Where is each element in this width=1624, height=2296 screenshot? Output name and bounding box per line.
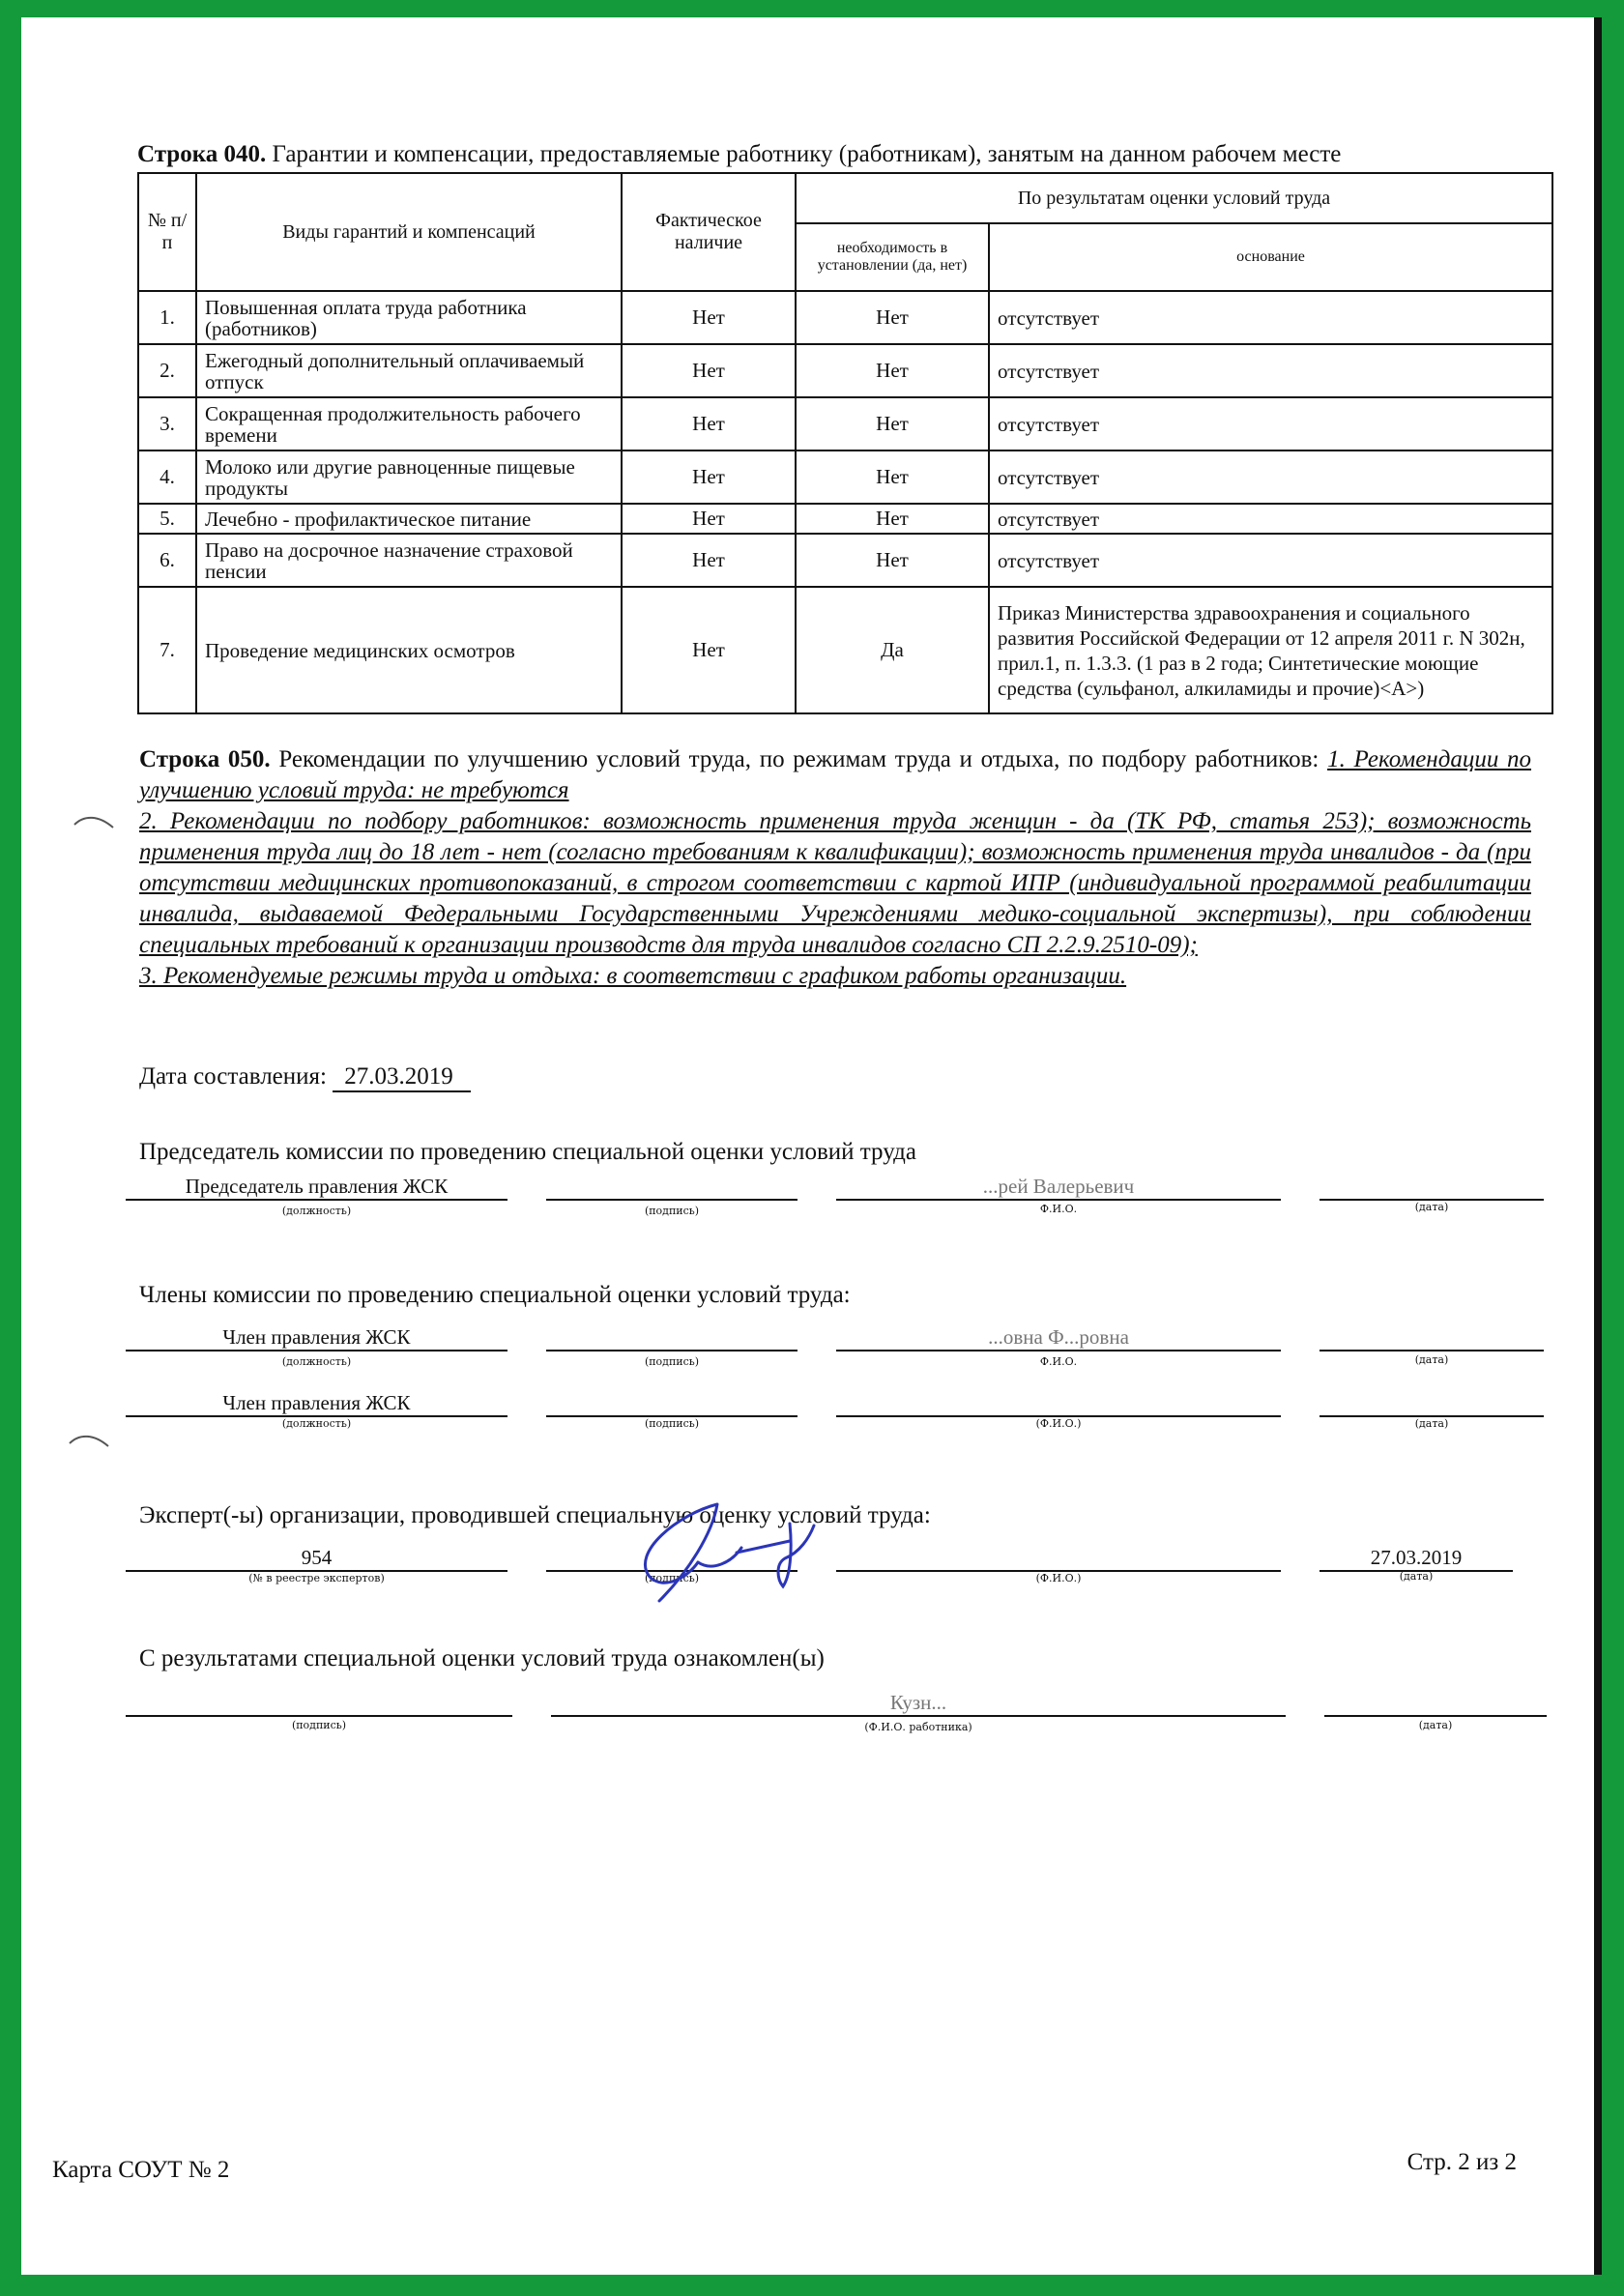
chairman-date-label: (дата) [1414, 1201, 1449, 1213]
chairman-position-label: (должность) [281, 1205, 352, 1217]
expert-name-line [836, 1545, 1281, 1572]
section-050-intro: Рекомендации по улучшению условий труда, по режимам труда и отдыха, по подбору работников: [278, 746, 1320, 772]
row-type: Лечебно - профилактическое питание [196, 504, 622, 534]
row-necessity: Нет [796, 534, 989, 587]
header-actual: Фактическое наличие [622, 173, 796, 291]
member-date-line [1320, 1324, 1544, 1351]
chairman-name-label: Ф.И.О. [1039, 1203, 1078, 1215]
scan-mark [70, 810, 118, 839]
section-040-label: Строка 040. [137, 141, 267, 167]
member-name-label: (Ф.И.О.) [1035, 1417, 1082, 1430]
member-name-label: Ф.И.О. [1039, 1355, 1078, 1368]
row-necessity: Нет [796, 397, 989, 450]
compilation-date-value: 27.03.2019 [333, 1063, 471, 1092]
expert-signature-label: (подпись) [644, 1572, 700, 1584]
acquainted-name: Кузн... [551, 1690, 1286, 1717]
header-basis: основание [989, 223, 1552, 291]
handwritten-signature [621, 1495, 843, 1620]
expert-date-label: (дата) [1399, 1570, 1434, 1583]
row-number: 1. [138, 291, 196, 344]
chairman-signature-line [546, 1174, 798, 1201]
member-position-label: (должность) [281, 1417, 352, 1430]
row-number: 5. [138, 504, 196, 534]
row-basis: отсутствует [989, 534, 1552, 587]
acquainted-caption: С результатами специальной оценки условий труда ознакомлен(ы) [139, 1645, 825, 1671]
chairman-caption: Председатель комиссии по проведению специальной оценки условий труда [139, 1139, 916, 1165]
row-type: Ежегодный дополнительный оплачиваемый отпуск [196, 344, 622, 397]
row-actual: Нет [622, 504, 796, 534]
member-signature-line [546, 1324, 798, 1351]
document-page [21, 17, 1602, 2275]
row-basis: Приказ Министерства здравоохранения и социального развития Российской Федерации от 12 апреля 2011 г. N 302н, прил.1, п. 1.3.3. (1 раз в 2 года; Синтетические моющие средства (сульфанол, алкиламиды и прочие)<A>) [989, 587, 1552, 713]
chairman-signature-row [126, 1174, 1554, 1217]
guarantees-table [137, 172, 1553, 714]
member-name [836, 1390, 1281, 1417]
row-number: 3. [138, 397, 196, 450]
members-caption: Члены комиссии по проведению специальной оценки условий труда: [139, 1282, 851, 1308]
member-signature-row [126, 1390, 1554, 1429]
acquainted-signature-line [126, 1690, 512, 1717]
footer-page-number: Стр. 2 из 2 [1406, 2149, 1517, 2175]
row-basis: отсутствует [989, 344, 1552, 397]
row-number: 2. [138, 344, 196, 397]
acquainted-signature-row [126, 1690, 1554, 1733]
table-row [138, 534, 1552, 587]
member-name: ...овна Ф...ровна [836, 1324, 1281, 1351]
row-actual: Нет [622, 344, 796, 397]
row-actual: Нет [622, 450, 796, 504]
header-assessment-group: По результатам оценки условий труда [796, 173, 1552, 223]
table-row [138, 344, 1552, 397]
row-basis: отсутствует [989, 450, 1552, 504]
experts-caption: Эксперт(-ы) организации, проводившей специальную оценку условий труда: [139, 1502, 931, 1528]
table-row [138, 397, 1552, 450]
member-position-label: (должность) [281, 1355, 352, 1368]
row-type: Право на досрочное назначение страховой пенсии [196, 534, 622, 587]
compilation-date-label: Дата составления: [139, 1063, 327, 1090]
header-number: № п/п [138, 173, 196, 291]
row-number: 6. [138, 534, 196, 587]
scan-mark [65, 1429, 113, 1458]
table-row [138, 291, 1552, 344]
acquainted-date-label: (дата) [1418, 1719, 1453, 1731]
row-necessity: Нет [796, 504, 989, 534]
row-necessity: Да [796, 587, 989, 713]
section-040-title: Гарантии и компенсации, предоставляемые работнику (работникам), занятым на данном рабочем месте [272, 141, 1342, 167]
header-type: Виды гарантий и компенсаций [196, 173, 622, 291]
row-actual: Нет [622, 291, 796, 344]
row-basis: отсутствует [989, 397, 1552, 450]
expert-registry-number: 954 [126, 1545, 508, 1572]
member-position: Член правления ЖСК [126, 1390, 508, 1417]
chairman-date-line [1320, 1174, 1544, 1201]
acquainted-date-line [1324, 1690, 1547, 1717]
recommendation-2: 2. Рекомендации по подбору работников: возможность применения труда женщин - да (ТК РФ, статья 253); возможность применения труда лиц до 18 лет - нет (согласно требованиям к квалификации); возможность применения труда инвалидов - да (при отсутствии медицинских противопоказаний, в строгом соответствии с картой ИПР (индивидуальной программой реабилитации инвалида, выдаваемой Федеральными Государственными Учреждениями медико-социальной экспертизы), при соблюдении специальных требований к организации производств для труда инвалидов согласно СП 2.2.9.2510-09); [139, 808, 1531, 958]
compilation-date [139, 1063, 471, 1092]
chairman-name: ...рей Валерьевич [836, 1174, 1281, 1201]
row-type: Молоко или другие равноценные пищевые продукты [196, 450, 622, 504]
table-row [138, 504, 1552, 534]
row-basis: отсутствует [989, 291, 1552, 344]
recommendation-3: 3. Рекомендуемые режимы труда и отдыха: в соответствии с графиком работы организации. [139, 963, 1127, 989]
expert-date: 27.03.2019 [1320, 1545, 1513, 1572]
expert-name-label: (Ф.И.О.) [1035, 1572, 1082, 1584]
section-050 [139, 744, 1531, 992]
chairman-position: Председатель правления ЖСК [126, 1174, 508, 1201]
row-necessity: Нет [796, 450, 989, 504]
footer-card-number: Карта СОУТ № 2 [52, 2157, 230, 2183]
member-signature-label: (подпись) [644, 1355, 700, 1368]
row-actual: Нет [622, 534, 796, 587]
row-number: 7. [138, 587, 196, 713]
header-necessity: необходимость в установлении (да, нет) [796, 223, 989, 291]
member-date-label: (дата) [1414, 1417, 1449, 1430]
row-actual: Нет [622, 397, 796, 450]
row-basis: отсутствует [989, 504, 1552, 534]
section-050-label: Строка 050. [139, 746, 271, 772]
section-040-heading [137, 141, 1558, 168]
member-signature-row [126, 1324, 1554, 1368]
acquainted-name-label: (Ф.И.О. работника) [864, 1721, 972, 1733]
table-row [138, 450, 1552, 504]
signature-stroke [645, 1504, 814, 1601]
acquainted-signature-label: (подпись) [291, 1719, 347, 1731]
row-type: Проведение медицинских осмотров [196, 587, 622, 713]
table-row [138, 587, 1552, 713]
member-date-line [1320, 1390, 1544, 1417]
table-header-row [138, 173, 1552, 223]
chairman-signature-label: (подпись) [644, 1205, 700, 1217]
row-number: 4. [138, 450, 196, 504]
recommendation-1: 1. Рекомендации по улучшению условий труда: не требуются [139, 746, 1532, 803]
row-type: Сокращенная продолжительность рабочего времени [196, 397, 622, 450]
member-signature-line [546, 1390, 798, 1417]
row-necessity: Нет [796, 344, 989, 397]
row-actual: Нет [622, 587, 796, 713]
member-position: Член правления ЖСК [126, 1324, 508, 1351]
row-necessity: Нет [796, 291, 989, 344]
member-signature-label: (подпись) [644, 1417, 700, 1430]
member-date-label: (дата) [1414, 1353, 1449, 1366]
expert-registry-label: (№ в реестре экспертов) [248, 1572, 385, 1584]
row-type: Повышенная оплата труда работника (работников) [196, 291, 622, 344]
